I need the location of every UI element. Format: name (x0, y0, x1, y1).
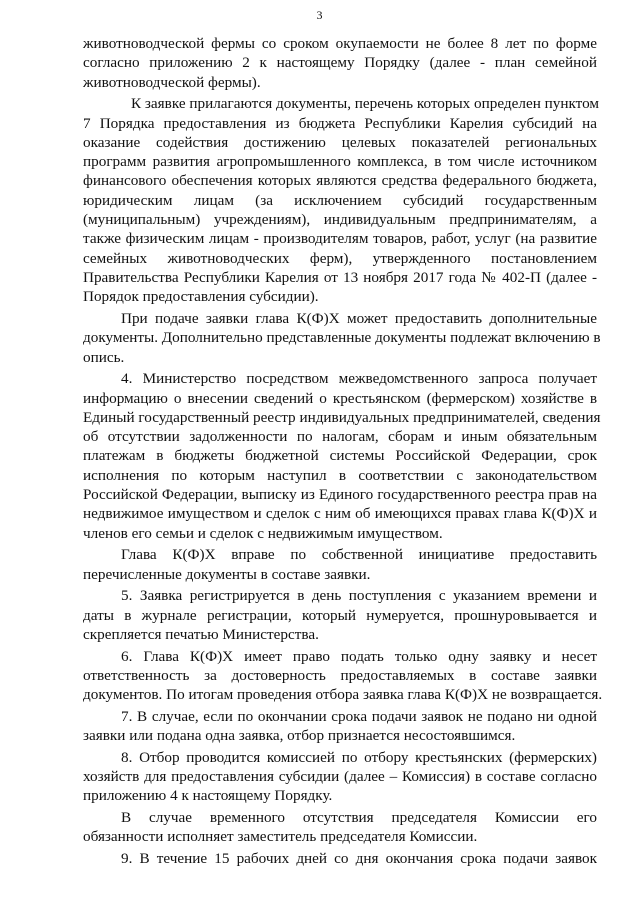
text-line: перечисленные документы в составе заявки. (83, 565, 371, 583)
text-line: 5. Заявка регистрируется в день поступления с указанием времени и (121, 587, 597, 605)
text-line: Порядок предоставления субсидии). (83, 288, 319, 306)
text-line: программ развития агропромышленного комплекса, в том числе источником (83, 153, 597, 171)
text-line: Глава К(Ф)Х вправе по собственной инициативе предоставить (121, 546, 597, 564)
text-line: 8. Отбор проводится комиссией по отбору крестьянских (фермерских) (121, 748, 597, 766)
text-line: Правительства Республики Карелия от 13 ноября 2017 года № 402-П (далее - (83, 268, 597, 286)
text-line: В случае временного отсутствия председателя Комиссии его (121, 809, 597, 827)
text-line: юридическим лицам (за исключением субсидий государственным (83, 191, 597, 209)
text-line: исполнения по которым наступил в соответствии с законодательством (83, 466, 597, 484)
text-line: приложению 4 к настоящему Порядку. (83, 787, 333, 805)
text-line: обязанности исполняет заместитель председателя Комиссии. (83, 828, 478, 846)
document-body (83, 34, 603, 868)
text-line: 7 Порядка предоставления из бюджета Республики Карелия субсидий на (83, 114, 597, 132)
page-number: 3 (316, 8, 323, 22)
text-line: При подаче заявки глава К(Ф)Х может предоставить дополнительные (121, 309, 597, 327)
text-line: Единый государственный реестр индивидуальных предпринимателей, сведения (83, 408, 601, 426)
text-line: (муниципальным) учреждениям), индивидуальным предпринимателям, а (83, 211, 597, 229)
text-line: 7. В случае, если по окончании срока подачи заявок не подано ни одной (121, 707, 597, 725)
text-line: 4. Министерство посредством межведомственного запроса получает (121, 370, 597, 388)
text-line: опись. (83, 348, 125, 366)
text-line: информацию о внесении сведений о крестьянском (фермерском) хозяйстве в (83, 389, 597, 407)
text-line: хозяйств для предоставления субсидии (далее – Комиссия) в составе согласно (83, 768, 597, 786)
text-line: скрепляется печатью Министерства. (83, 625, 319, 643)
text-line: также физическим лицам - производителям товаров, работ, услуг (на развитие (83, 230, 597, 248)
text-line: оказание содействия достижению целевых показателей региональных (83, 133, 597, 151)
text-line: об отсутствии задолженности по налогам, сборам и иным обязательным (83, 428, 597, 446)
text-line: 9. В течение 15 рабочих дней со дня окончания срока подачи заявок (121, 850, 597, 868)
text-line: даты в журнале регистрации, который нумеруется, прошнуровывается и (83, 606, 597, 624)
text-line: животноводческой фермы со сроком окупаемости не более 8 лет по форме (83, 35, 597, 52)
text-line: членов его семьи и сделок с недвижимым имуществом. (83, 524, 443, 542)
text-line: К заявке прилагаются документы, перечень которых определен пунктом (131, 95, 600, 113)
text-line: 6. Глава К(Ф)Х имеет право подать только одну заявку и несет (121, 647, 597, 665)
text-line: животноводческой фермы). (83, 73, 261, 91)
text-line: согласно приложению 2 к настоящему Порядку (далее - план семейной (83, 54, 597, 72)
text-line: недвижимое имуществом и сделок с ним об имеющихся правах глава К(Ф)Х и (83, 505, 597, 523)
text-line: платежам в бюджеты бюджетной системы Российской Федерации, срок (83, 447, 597, 465)
text-line: финансового обеспечения которых являются средства федерального бюджета, (83, 172, 597, 190)
text-line: ответственность за достоверность предоставляемых в составе заявки (83, 666, 597, 684)
text-line: заявки или подана одна заявка, отбор признается несостоявшимся. (83, 727, 516, 745)
text-line: семейных животноводческих ферм), утвержденного постановлением (83, 249, 597, 267)
text-line: Российской Федерации, выписку из Единого государственного реестра прав на (83, 486, 597, 503)
text-line: документов. По итогам проведения отбора заявка глава К(Ф)Х не возвращается. (83, 686, 603, 704)
text-line: документы. Дополнительно представленные документы подлежат включению в (83, 329, 601, 347)
